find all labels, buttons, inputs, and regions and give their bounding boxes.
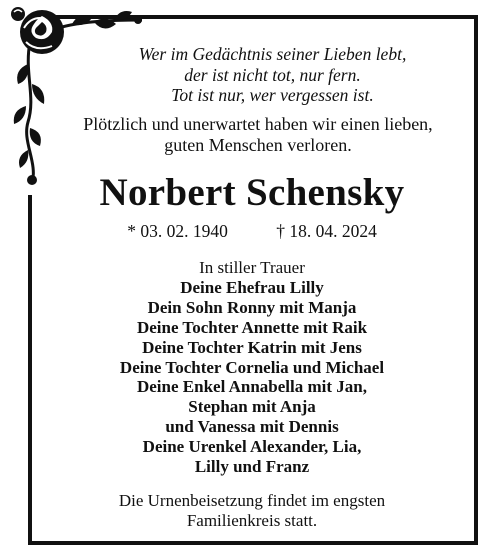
mourner-line: Deine Tochter Cornelia und Michael [119,357,385,377]
death-date: † 18. 04. 2024 [276,221,377,241]
mourners-list [32,258,472,477]
memorial-poem [100,44,445,106]
announcement-intro [40,114,476,156]
frame-bottom-border [28,541,478,545]
poem-line: Tot ist nur, wer vergessen ist. [171,85,374,105]
deceased-name: Norbert Schensky [99,171,405,214]
intro-line: guten Menschen verloren. [164,135,352,155]
mourner-line: Deine Ehefrau Lilly [180,277,324,297]
life-dates [32,221,472,242]
mourning-lead: In stiller Trauer [199,258,305,277]
poem-line: Wer im Gedächtnis seiner Lieben lebt, [138,44,407,64]
closing-line: Familienkreis statt. [186,511,318,530]
mourner-line: Deine Tochter Annette mit Raik [136,317,368,337]
frame-right-border [474,15,478,545]
burial-notice [32,491,472,531]
mourner-line: Deine Tochter Katrin mit Jens [142,337,362,357]
birth-date: * 03. 02. 1940 [127,221,228,241]
mourner-line: Deine Enkel Annabella mit Jan, [136,377,367,397]
mourner-line: Stephan mit Anja [188,397,316,417]
mourner-line: und Vanessa mit Dennis [165,417,339,437]
mourner-line: Deine Urenkel Alexander, Lia, [142,437,362,457]
intro-line: Plötzlich und unerwartet haben wir einen lieben, [83,114,433,134]
mourner-line: Lilly und Franz [194,457,310,477]
poem-line: der ist nicht tot, nur fern. [184,64,361,85]
closing-line: Die Urnenbeisetzung findet im engsten [118,491,386,510]
mourner-line: Dein Sohn Ronny mit Manja [147,297,357,317]
